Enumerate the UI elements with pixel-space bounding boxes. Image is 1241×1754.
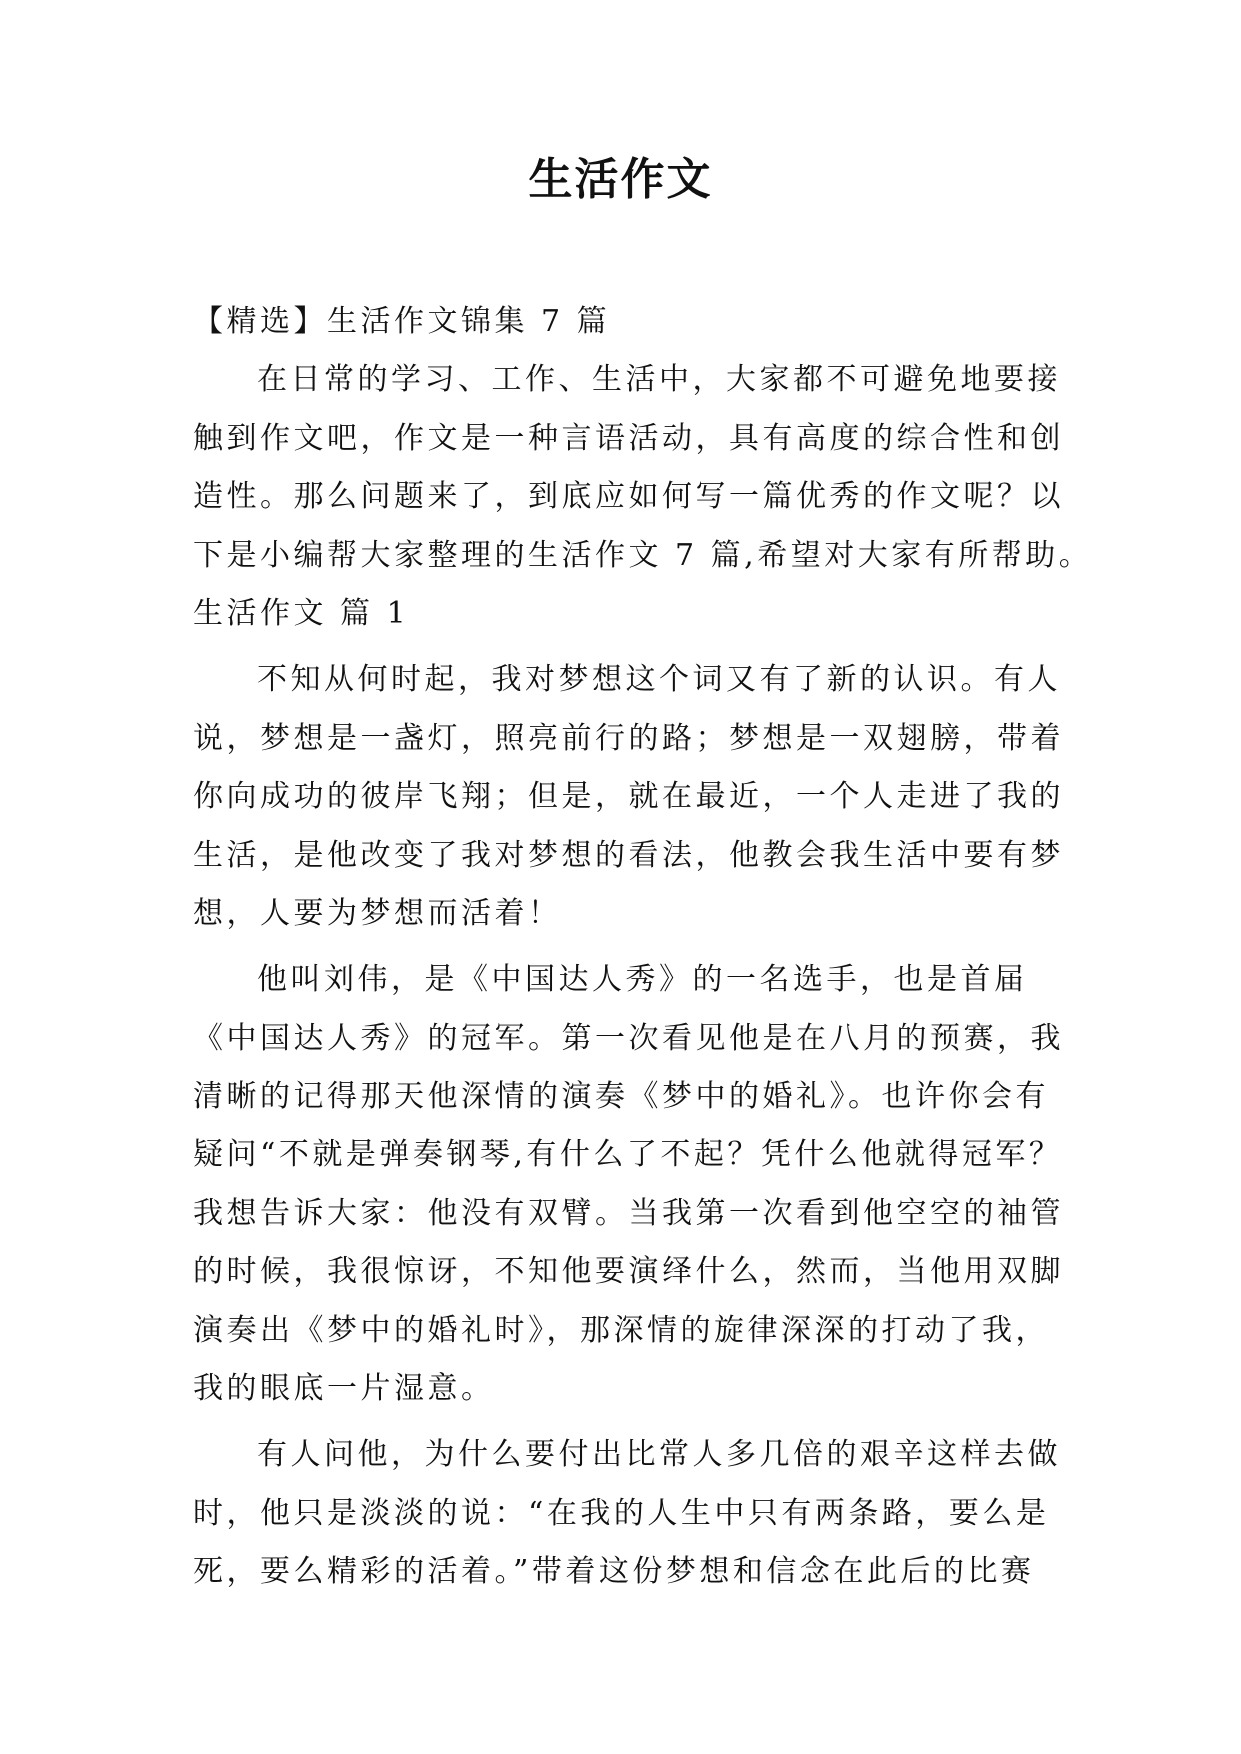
paragraph-line: 疑问“不就是弹奏钢琴,有什么了不起？凭什么他就得冠军？ [193, 1137, 1063, 1173]
paragraph-line: 《中国达人秀》的冠军。第一次看见他是在八月的预赛，我 [193, 1020, 1064, 1056]
paragraph-line: 死，要么精彩的活着。”带着这份梦想和信念在此后的比赛 [193, 1554, 1035, 1590]
paragraph-line: 你向成功的彼岸飞翔；但是，就在最近，一个人走进了我的 [193, 779, 1064, 815]
paragraph-line: 他叫刘伟，是《中国达人秀》的一名选手，也是首届 [257, 962, 1028, 998]
document-title: 生活作文 [528, 154, 713, 205]
paragraph-line: 我的眼底一片湿意。 [193, 1371, 495, 1407]
paragraph-line: 演奏出《梦中的婚礼时》，那深情的旋律深深的打动了我， [193, 1312, 1049, 1348]
paragraph-line: 时，他只是淡淡的说：“在我的人生中只有两条路，要么是 [193, 1495, 1050, 1531]
paragraph-line: 在日常的学习、工作、生活中，大家都不可避免地要接 [257, 362, 1061, 398]
paragraph-line: 不知从何时起，我对梦想这个词又有了新的认识。有人 [257, 662, 1061, 698]
paragraph-line: 我想告诉大家：他没有双臂。当我第一次看到他空空的袖管 [193, 1195, 1064, 1231]
document-subtitle: 【精选】生活作文锦集 7 篇 [193, 304, 611, 339]
paragraph-line: 生活，是他改变了我对梦想的看法，他教会我生活中要有梦 [193, 837, 1064, 873]
paragraph-line: 清晰的记得那天他深情的演奏《梦中的婚礼》。也许你会有 [193, 1079, 1049, 1115]
paragraph-line: 造性。那么问题来了，到底应如何写一篇优秀的作文呢？以 [193, 479, 1064, 515]
document-body [193, 293, 1093, 1602]
paragraph-line: 说，梦想是一盏灯，照亮前行的路；梦想是一双翅膀，带着 [193, 720, 1064, 756]
paragraph-line: 触到作文吧，作文是一种言语活动，具有高度的综合性和创 [193, 420, 1064, 456]
paragraph-line: 有人问他，为什么要付出比常人多几倍的艰辛这样去做 [257, 1437, 1061, 1473]
paragraph-line: 想，人要为梦想而活着！ [193, 895, 562, 931]
paragraph-line: 的时候，我很惊讶，不知他要演绎什么，然而，当他用双脚 [193, 1254, 1064, 1290]
section-heading: 生活作文 篇 1 [193, 595, 410, 631]
paragraph-line: 下是小编帮大家整理的生活作文 7 篇,希望对大家有所帮助。 [193, 537, 1093, 573]
